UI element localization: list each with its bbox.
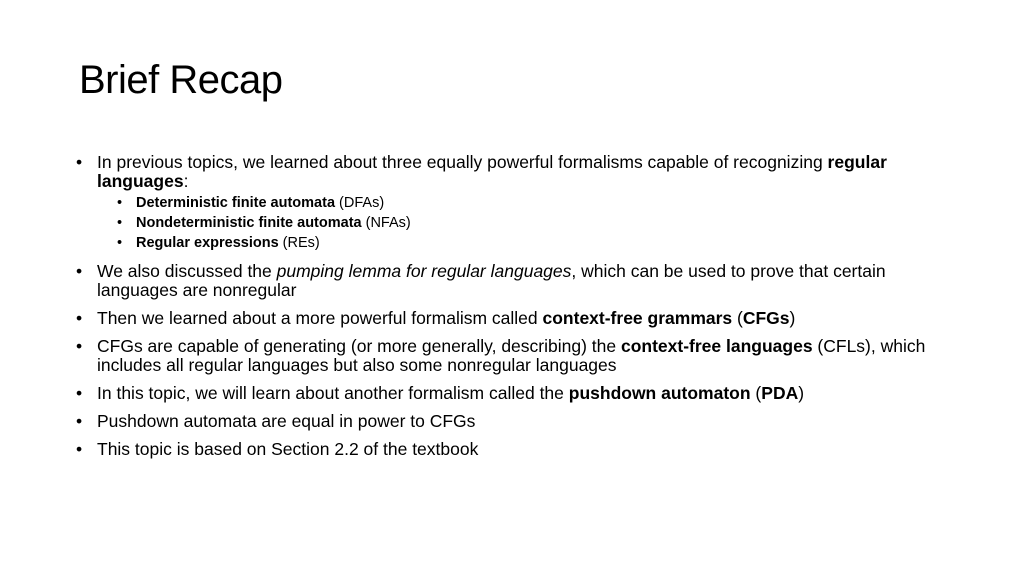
bullet-text: , which can be used to prove that certain languages are nonregular: [97, 261, 886, 300]
bullet-icon: •: [76, 439, 83, 459]
bullet-item-equal-power: [76, 412, 956, 431]
sub-bullet-text: (REs): [278, 235, 320, 251]
sub-bullet-text: (DFAs): [335, 195, 385, 211]
bullet-item-cfl: [76, 337, 956, 375]
bullet-text: (: [732, 308, 743, 328]
sub-bullet-bold: Regular expressions: [136, 235, 279, 251]
bullet-icon: •: [117, 195, 123, 211]
bullet-text: Then we learned about a more powerful formalism called: [97, 308, 543, 328]
bullet-text: (: [750, 383, 762, 403]
bullet-item-formalisms: [76, 153, 956, 253]
bullet-text: This topic is based on Section 2.2 of the textbook: [97, 439, 479, 459]
slide-title: Brief Recap: [79, 58, 283, 102]
bullet-bold: pushdown automaton: [568, 383, 751, 403]
bullet-text: ): [789, 308, 796, 328]
sub-bullet-item-re: [97, 233, 956, 253]
bullet-icon: •: [76, 336, 83, 356]
bullet-item-textbook: [76, 440, 956, 459]
bullet-text: ): [798, 383, 805, 403]
sub-bullet-list: [97, 193, 956, 253]
bullet-icon: •: [76, 308, 83, 328]
bullet-icon: •: [117, 235, 123, 251]
sub-bullet-bold: Nondeterministic finite automata: [136, 215, 362, 231]
bullet-text: We also discussed the: [97, 261, 277, 281]
bullet-text: In previous topics, we learned about three equally powerful formalisms capable of recognizing: [97, 152, 828, 172]
bullet-bold: regular languages: [97, 152, 887, 191]
sub-bullet-item-nfa: [97, 213, 956, 233]
bullet-bold: CFGs: [742, 308, 790, 328]
bullet-icon: •: [117, 215, 123, 231]
sub-bullet-text: (NFAs): [361, 215, 411, 231]
bullet-item-cfg: [76, 309, 956, 328]
bullet-bold: context-free grammars: [542, 308, 733, 328]
bullet-item-pumping-lemma: [76, 262, 956, 300]
bullet-icon: •: [76, 411, 83, 431]
bullet-icon: •: [76, 383, 83, 403]
bullet-text: CFGs are capable of generating (or more generally, describing) the: [97, 336, 621, 356]
bullet-icon: •: [76, 152, 83, 172]
bullet-bold: context-free languages: [620, 336, 813, 356]
bullet-text: In this topic, we will learn about another formalism called the: [97, 383, 569, 403]
bullet-icon: •: [76, 261, 83, 281]
bullet-bold: PDA: [761, 383, 799, 403]
sub-bullet-bold: Deterministic finite automata: [136, 195, 336, 211]
slide-content: [76, 153, 956, 468]
bullet-italic: pumping lemma for regular languages: [276, 261, 572, 281]
sub-bullet-item-dfa: [97, 193, 956, 213]
bullet-item-pda: [76, 384, 956, 403]
bullet-text: :: [183, 171, 189, 191]
bullet-list: [76, 153, 956, 459]
bullet-text: Pushdown automata are equal in power to CFGs: [97, 411, 476, 431]
bullet-text: (CFLs), which includes all regular languages but also some nonregular languages: [97, 336, 926, 375]
